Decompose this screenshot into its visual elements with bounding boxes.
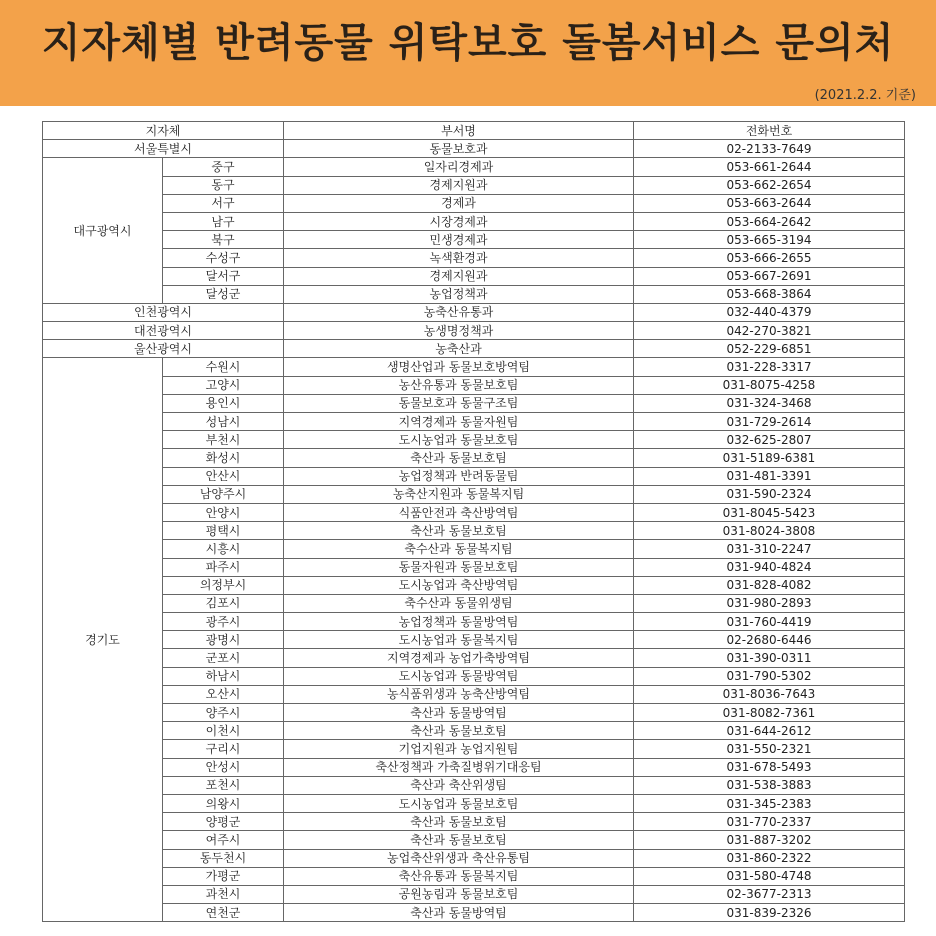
phone-cell: 031-590-2324 <box>634 485 905 503</box>
table-row <box>43 776 905 794</box>
department-cell: 농축산과 <box>284 340 634 358</box>
table-row <box>43 413 905 431</box>
table-row <box>43 576 905 594</box>
district-cell: 서구 <box>163 194 284 212</box>
table-row <box>43 249 905 267</box>
header-region: 지자체 <box>43 122 284 140</box>
table-row <box>43 449 905 467</box>
table-row <box>43 467 905 485</box>
district-cell: 시흥시 <box>163 540 284 558</box>
district-cell: 양평군 <box>163 813 284 831</box>
department-cell: 축산정책과 가축질병위기대응팀 <box>284 758 634 776</box>
phone-cell: 031-580-4748 <box>634 867 905 885</box>
department-cell: 축산과 동물방역팀 <box>284 704 634 722</box>
table-row <box>43 358 905 376</box>
table-row <box>43 704 905 722</box>
district-cell: 이천시 <box>163 722 284 740</box>
district-cell: 구리시 <box>163 740 284 758</box>
phone-cell: 031-228-3317 <box>634 358 905 376</box>
phone-cell: 031-860-2322 <box>634 849 905 867</box>
region-cell: 인천광역시 <box>43 303 284 321</box>
table-row <box>43 503 905 521</box>
page-title: 지자체별 반려동물 위탁보호 돌봄서비스 문의처 <box>41 20 895 66</box>
department-cell: 축산과 동물보호팀 <box>284 722 634 740</box>
phone-cell: 031-538-3883 <box>634 776 905 794</box>
phone-cell: 031-8082-7361 <box>634 704 905 722</box>
department-cell: 축산과 동물보호팀 <box>284 449 634 467</box>
phone-cell: 031-887-3202 <box>634 831 905 849</box>
department-cell: 축수산과 동물복지팀 <box>284 540 634 558</box>
phone-cell: 02-2133-7649 <box>634 140 905 158</box>
district-cell: 군포시 <box>163 649 284 667</box>
table-row <box>43 485 905 503</box>
department-cell: 생명산업과 동물보호방역팀 <box>284 358 634 376</box>
department-cell: 지역경제과 동물자원팀 <box>284 413 634 431</box>
department-cell: 기업지원과 농업지원팀 <box>284 740 634 758</box>
department-cell: 농식품위생과 농축산방역팀 <box>284 685 634 703</box>
department-cell: 동물자원과 동물보호팀 <box>284 558 634 576</box>
phone-cell: 042-270-3821 <box>634 322 905 340</box>
phone-cell: 031-828-4082 <box>634 576 905 594</box>
district-cell: 광명시 <box>163 631 284 649</box>
phone-cell: 053-667-2691 <box>634 267 905 285</box>
table-row <box>43 740 905 758</box>
district-cell: 수성구 <box>163 249 284 267</box>
district-cell: 안성시 <box>163 758 284 776</box>
department-cell: 일자리경제과 <box>284 158 634 176</box>
table-row <box>43 885 905 903</box>
region-cell: 서울특별시 <box>43 140 284 158</box>
department-cell: 녹색환경과 <box>284 249 634 267</box>
district-cell: 부천시 <box>163 431 284 449</box>
district-cell: 달성군 <box>163 285 284 303</box>
table-row <box>43 904 905 922</box>
table-row <box>43 231 905 249</box>
phone-cell: 031-940-4824 <box>634 558 905 576</box>
table-row <box>43 631 905 649</box>
district-cell: 성남시 <box>163 413 284 431</box>
department-cell: 공원농림과 동물보호팀 <box>284 885 634 903</box>
department-cell: 도시농업과 동물보호팀 <box>284 431 634 449</box>
region-cell: 경기도 <box>43 358 163 922</box>
district-cell: 안산시 <box>163 467 284 485</box>
table-row <box>43 303 905 321</box>
table-row <box>43 267 905 285</box>
district-cell: 과천시 <box>163 885 284 903</box>
district-cell: 동두천시 <box>163 849 284 867</box>
department-cell: 농축산지원과 동물복지팀 <box>284 485 634 503</box>
table-row <box>43 613 905 631</box>
district-cell: 광주시 <box>163 613 284 631</box>
district-cell: 화성시 <box>163 449 284 467</box>
phone-cell: 031-770-2337 <box>634 813 905 831</box>
table-row <box>43 649 905 667</box>
table-row <box>43 431 905 449</box>
department-cell: 도시농업과 축산방역팀 <box>284 576 634 594</box>
department-cell: 축산유통과 동물복지팀 <box>284 867 634 885</box>
department-cell: 축산과 동물방역팀 <box>284 904 634 922</box>
phone-cell: 053-664-2642 <box>634 212 905 230</box>
table-row <box>43 849 905 867</box>
table-row <box>43 558 905 576</box>
phone-cell: 031-345-2383 <box>634 794 905 812</box>
district-cell: 연천군 <box>163 904 284 922</box>
phone-cell: 031-790-5302 <box>634 667 905 685</box>
district-cell: 동구 <box>163 176 284 194</box>
phone-cell: 031-8024-3808 <box>634 522 905 540</box>
table-row <box>43 394 905 412</box>
phone-cell: 031-310-2247 <box>634 540 905 558</box>
district-cell: 북구 <box>163 231 284 249</box>
district-cell: 파주시 <box>163 558 284 576</box>
table-row <box>43 376 905 394</box>
district-cell: 가평군 <box>163 867 284 885</box>
phone-cell: 031-324-3468 <box>634 394 905 412</box>
department-cell: 농산유통과 동물보호팀 <box>284 376 634 394</box>
district-cell: 하남시 <box>163 667 284 685</box>
phone-cell: 053-666-2655 <box>634 249 905 267</box>
department-cell: 도시농업과 동물보호팀 <box>284 794 634 812</box>
department-cell: 도시농업과 동물방역팀 <box>284 667 634 685</box>
district-cell: 평택시 <box>163 522 284 540</box>
table-row <box>43 722 905 740</box>
table-row <box>43 594 905 612</box>
district-cell: 달서구 <box>163 267 284 285</box>
department-cell: 축산과 동물보호팀 <box>284 831 634 849</box>
phone-cell: 053-661-2644 <box>634 158 905 176</box>
phone-cell: 031-839-2326 <box>634 904 905 922</box>
phone-cell: 031-678-5493 <box>634 758 905 776</box>
contact-table <box>42 121 905 922</box>
table-row <box>43 813 905 831</box>
table-body <box>43 140 905 922</box>
department-cell: 농업정책과 동물방역팀 <box>284 613 634 631</box>
phone-cell: 031-8036-7643 <box>634 685 905 703</box>
district-cell: 중구 <box>163 158 284 176</box>
table-row <box>43 794 905 812</box>
phone-cell: 031-8045-5423 <box>634 503 905 521</box>
department-cell: 농업축산위생과 축산유통팀 <box>284 849 634 867</box>
phone-cell: 031-550-2321 <box>634 740 905 758</box>
phone-cell: 031-760-4419 <box>634 613 905 631</box>
district-cell: 의정부시 <box>163 576 284 594</box>
department-cell: 농업정책과 <box>284 285 634 303</box>
table-row <box>43 194 905 212</box>
district-cell: 안양시 <box>163 503 284 521</box>
phone-cell: 052-229-6851 <box>634 340 905 358</box>
district-cell: 김포시 <box>163 594 284 612</box>
department-cell: 경제지원과 <box>284 267 634 285</box>
phone-cell: 032-440-4379 <box>634 303 905 321</box>
district-cell: 남양주시 <box>163 485 284 503</box>
table-row <box>43 176 905 194</box>
department-cell: 지역경제과 농업가축방역팀 <box>284 649 634 667</box>
table-row <box>43 522 905 540</box>
table-header-row <box>43 122 905 140</box>
district-cell: 오산시 <box>163 685 284 703</box>
table-row <box>43 158 905 176</box>
department-cell: 경제지원과 <box>284 176 634 194</box>
department-cell: 농축산유통과 <box>284 303 634 321</box>
district-cell: 양주시 <box>163 704 284 722</box>
phone-cell: 032-625-2807 <box>634 431 905 449</box>
department-cell: 축산과 축산위생팀 <box>284 776 634 794</box>
department-cell: 식품안전과 축산방역팀 <box>284 503 634 521</box>
district-cell: 용인시 <box>163 394 284 412</box>
department-cell: 도시농업과 동물복지팀 <box>284 631 634 649</box>
department-cell: 동물보호과 동물구조팀 <box>284 394 634 412</box>
table-row <box>43 867 905 885</box>
phone-cell: 031-729-2614 <box>634 413 905 431</box>
district-cell: 여주시 <box>163 831 284 849</box>
department-cell: 축산과 동물보호팀 <box>284 813 634 831</box>
table-row <box>43 540 905 558</box>
header-phone: 전화번호 <box>634 122 905 140</box>
region-cell: 대전광역시 <box>43 322 284 340</box>
department-cell: 축산과 동물보호팀 <box>284 522 634 540</box>
department-cell: 농생명정책과 <box>284 322 634 340</box>
district-cell: 수원시 <box>163 358 284 376</box>
table-row <box>43 212 905 230</box>
table-row <box>43 758 905 776</box>
department-cell: 민생경제과 <box>284 231 634 249</box>
phone-cell: 02-2680-6446 <box>634 631 905 649</box>
department-cell: 시장경제과 <box>284 212 634 230</box>
department-cell: 경제과 <box>284 194 634 212</box>
phone-cell: 031-5189-6381 <box>634 449 905 467</box>
phone-cell: 053-668-3864 <box>634 285 905 303</box>
phone-cell: 031-644-2612 <box>634 722 905 740</box>
district-cell: 포천시 <box>163 776 284 794</box>
department-cell: 동물보호과 <box>284 140 634 158</box>
district-cell: 의왕시 <box>163 794 284 812</box>
region-cell: 대구광역시 <box>43 158 163 304</box>
department-cell: 농업정책과 반려동물팀 <box>284 467 634 485</box>
table-row <box>43 685 905 703</box>
phone-cell: 053-662-2654 <box>634 176 905 194</box>
region-cell: 울산광역시 <box>43 340 284 358</box>
phone-cell: 053-665-3194 <box>634 231 905 249</box>
table-row <box>43 140 905 158</box>
district-cell: 남구 <box>163 212 284 230</box>
department-cell: 축수산과 동물위생팀 <box>284 594 634 612</box>
table-row <box>43 285 905 303</box>
phone-cell: 031-980-2893 <box>634 594 905 612</box>
phone-cell: 031-390-0311 <box>634 649 905 667</box>
table-row <box>43 340 905 358</box>
phone-cell: 02-3677-2313 <box>634 885 905 903</box>
phone-cell: 031-481-3391 <box>634 467 905 485</box>
table-row <box>43 667 905 685</box>
basis-date: (2021.2.2. 기준) <box>814 88 916 103</box>
table-row <box>43 322 905 340</box>
table-row <box>43 831 905 849</box>
phone-cell: 053-663-2644 <box>634 194 905 212</box>
district-cell: 고양시 <box>163 376 284 394</box>
phone-cell: 031-8075-4258 <box>634 376 905 394</box>
header-department: 부서명 <box>284 122 634 140</box>
